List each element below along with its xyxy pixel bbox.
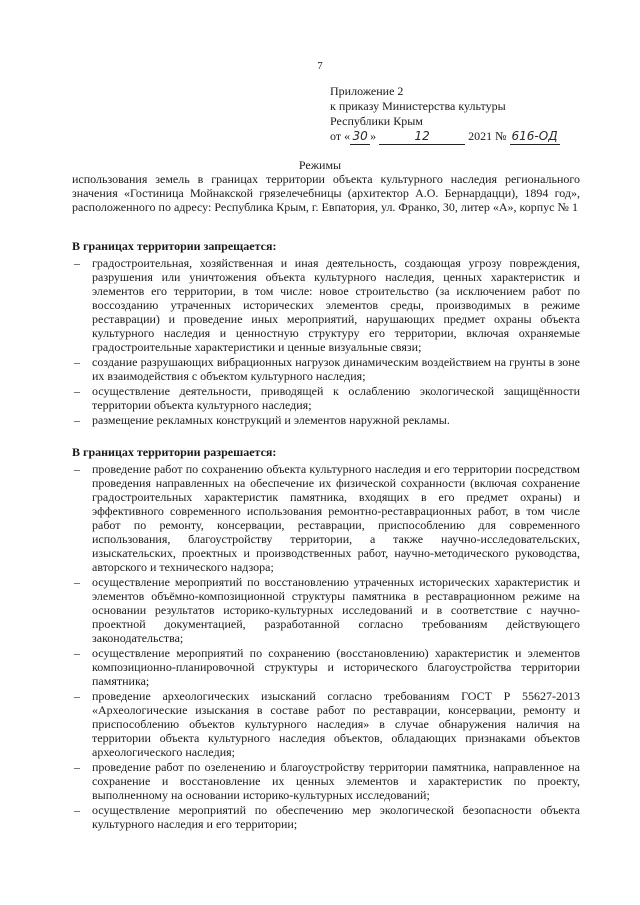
dash-marker: – xyxy=(74,355,80,369)
dash-marker: – xyxy=(74,803,80,817)
appendix-date-line xyxy=(330,129,590,145)
date-prefix: от « xyxy=(330,129,351,143)
prohibited-heading: В границах территории запрещается: xyxy=(72,239,277,253)
list-item-text: проведение работ по озеленению и благоустройству территории памятника, направленное на сохранение и восстановление их ценных элементов и характеристик по проекту, выполненному на основании историко-культурных исследований; xyxy=(92,760,580,802)
list-item xyxy=(72,256,580,354)
dash-marker: – xyxy=(74,689,80,703)
list-item-text: создание разрушающих вибрационных нагрузок динамическим воздействием на грунты в зоне их взаимодействия с объектом культурного наследия; xyxy=(92,355,580,383)
appendix-line-3: Республики Крым xyxy=(330,114,423,128)
list-item-text: проведение археологических изысканий согласно требованиям ГОСТ Р 55627-2013 «Археологические изыскания в составе работ по реставрации, консервации, ремонту и приспособлению объектов культурного наследия» в случае обнаружения наличия на территории объекта культурного наследия объектов, обладающих признаками объектов археологического наследия; xyxy=(92,689,580,759)
list-item-text: осуществление мероприятий по обеспечению мер экологической безопасности объекта культурного наследия и его территории; xyxy=(92,803,580,831)
date-day: 30 xyxy=(350,129,370,145)
list-item xyxy=(72,760,580,802)
list-item-text: размещение рекламных конструкций и элементов наружной рекламы. xyxy=(92,413,450,427)
list-item-text: осуществление мероприятий по сохранению (восстановлению) характеристик и элементов композиционно-планировочной структуры и исторического благоустройства территории памятника; xyxy=(92,646,580,688)
intro-paragraph: использования земель в границах территории объекта культурного наследия регионального значения «Гостиница Мойнакской грязелечебницы (архитектор А.О. Бернардацци), 1894 год», расположенного по адресу: Республика Крым, г. Евпатория, ул. Франко, 30, литер «А», корпус № 1 xyxy=(72,172,580,214)
dash-marker: – xyxy=(74,646,80,660)
appendix-block xyxy=(330,84,590,145)
dash-marker: – xyxy=(74,575,80,589)
document-title: Режимы xyxy=(298,158,342,172)
date-year: 2021 № xyxy=(468,129,507,143)
date-month: 12 xyxy=(379,129,465,145)
dash-marker: – xyxy=(74,256,80,270)
list-item xyxy=(72,575,580,645)
dash-marker: – xyxy=(74,462,80,476)
list-item-text: проведение работ по сохранению объекта культурного наследия и его территории посредством проведения направленных на обеспечение их физической сохранности (включая сохранение градостроительных характеристик памятника, входящих в его предмет охраны) и эффективного современного использования ремонтно-реставрационных работ, в том числе работ по ремонту, консервации, реставрации, приспособлению для современного использования, благоустройству территории, а также научно-исследовательских, изыскательских, проектных и производственных работ, научно-методического руководства, авторского и технического надзора; xyxy=(92,462,580,574)
appendix-line-2: к приказу Министерства культуры xyxy=(330,99,506,113)
allowed-list xyxy=(72,462,580,832)
order-number: 616-ОД xyxy=(511,129,558,143)
list-item xyxy=(72,384,580,412)
list-item xyxy=(72,413,580,427)
prohibited-list xyxy=(72,256,580,428)
allowed-heading: В границах территории разрешается: xyxy=(72,445,277,459)
list-item xyxy=(72,689,580,759)
list-item xyxy=(72,646,580,688)
date-mid: » xyxy=(370,129,377,143)
dash-marker: – xyxy=(74,760,80,774)
dash-marker: – xyxy=(74,384,80,398)
appendix-line-1: Приложение 2 xyxy=(330,84,404,98)
list-item-text: градостроительная, хозяйственная и иная деятельность, создающая угрозу повреждения, разрушения или уничтожения объекта культурного наследия, ценных характеристик и элементов его территории, в том числе: новое строительство (за исключением работ по воссозданию утраченных исторических элементов среды, производимых в режиме реставрации) и проведение иных мероприятий, нарушающих предмет охраны объекта культурного наследия и ценностную структуру его территории, включая охраняемые градостроительные характеристики и ценные визуальные связи; xyxy=(92,256,580,354)
list-item xyxy=(72,355,580,383)
list-item-text: осуществление мероприятий по восстановлению утраченных исторических характеристик и элементов объёмно-композиционной структуры памятника в реставрационном режиме на основании результатов историко-культурных исследований и в соответствие с научно-проектной документацией, разработанной согласно требованиям действующего законодательства; xyxy=(92,575,580,645)
list-item xyxy=(72,462,580,574)
dash-marker: – xyxy=(74,413,80,427)
list-item-text: осуществление деятельности, приводящей к ослаблению экологической защищённости территории объекта культурного наследия; xyxy=(92,384,580,412)
page-number: 7 xyxy=(317,60,323,72)
list-item xyxy=(72,803,580,831)
